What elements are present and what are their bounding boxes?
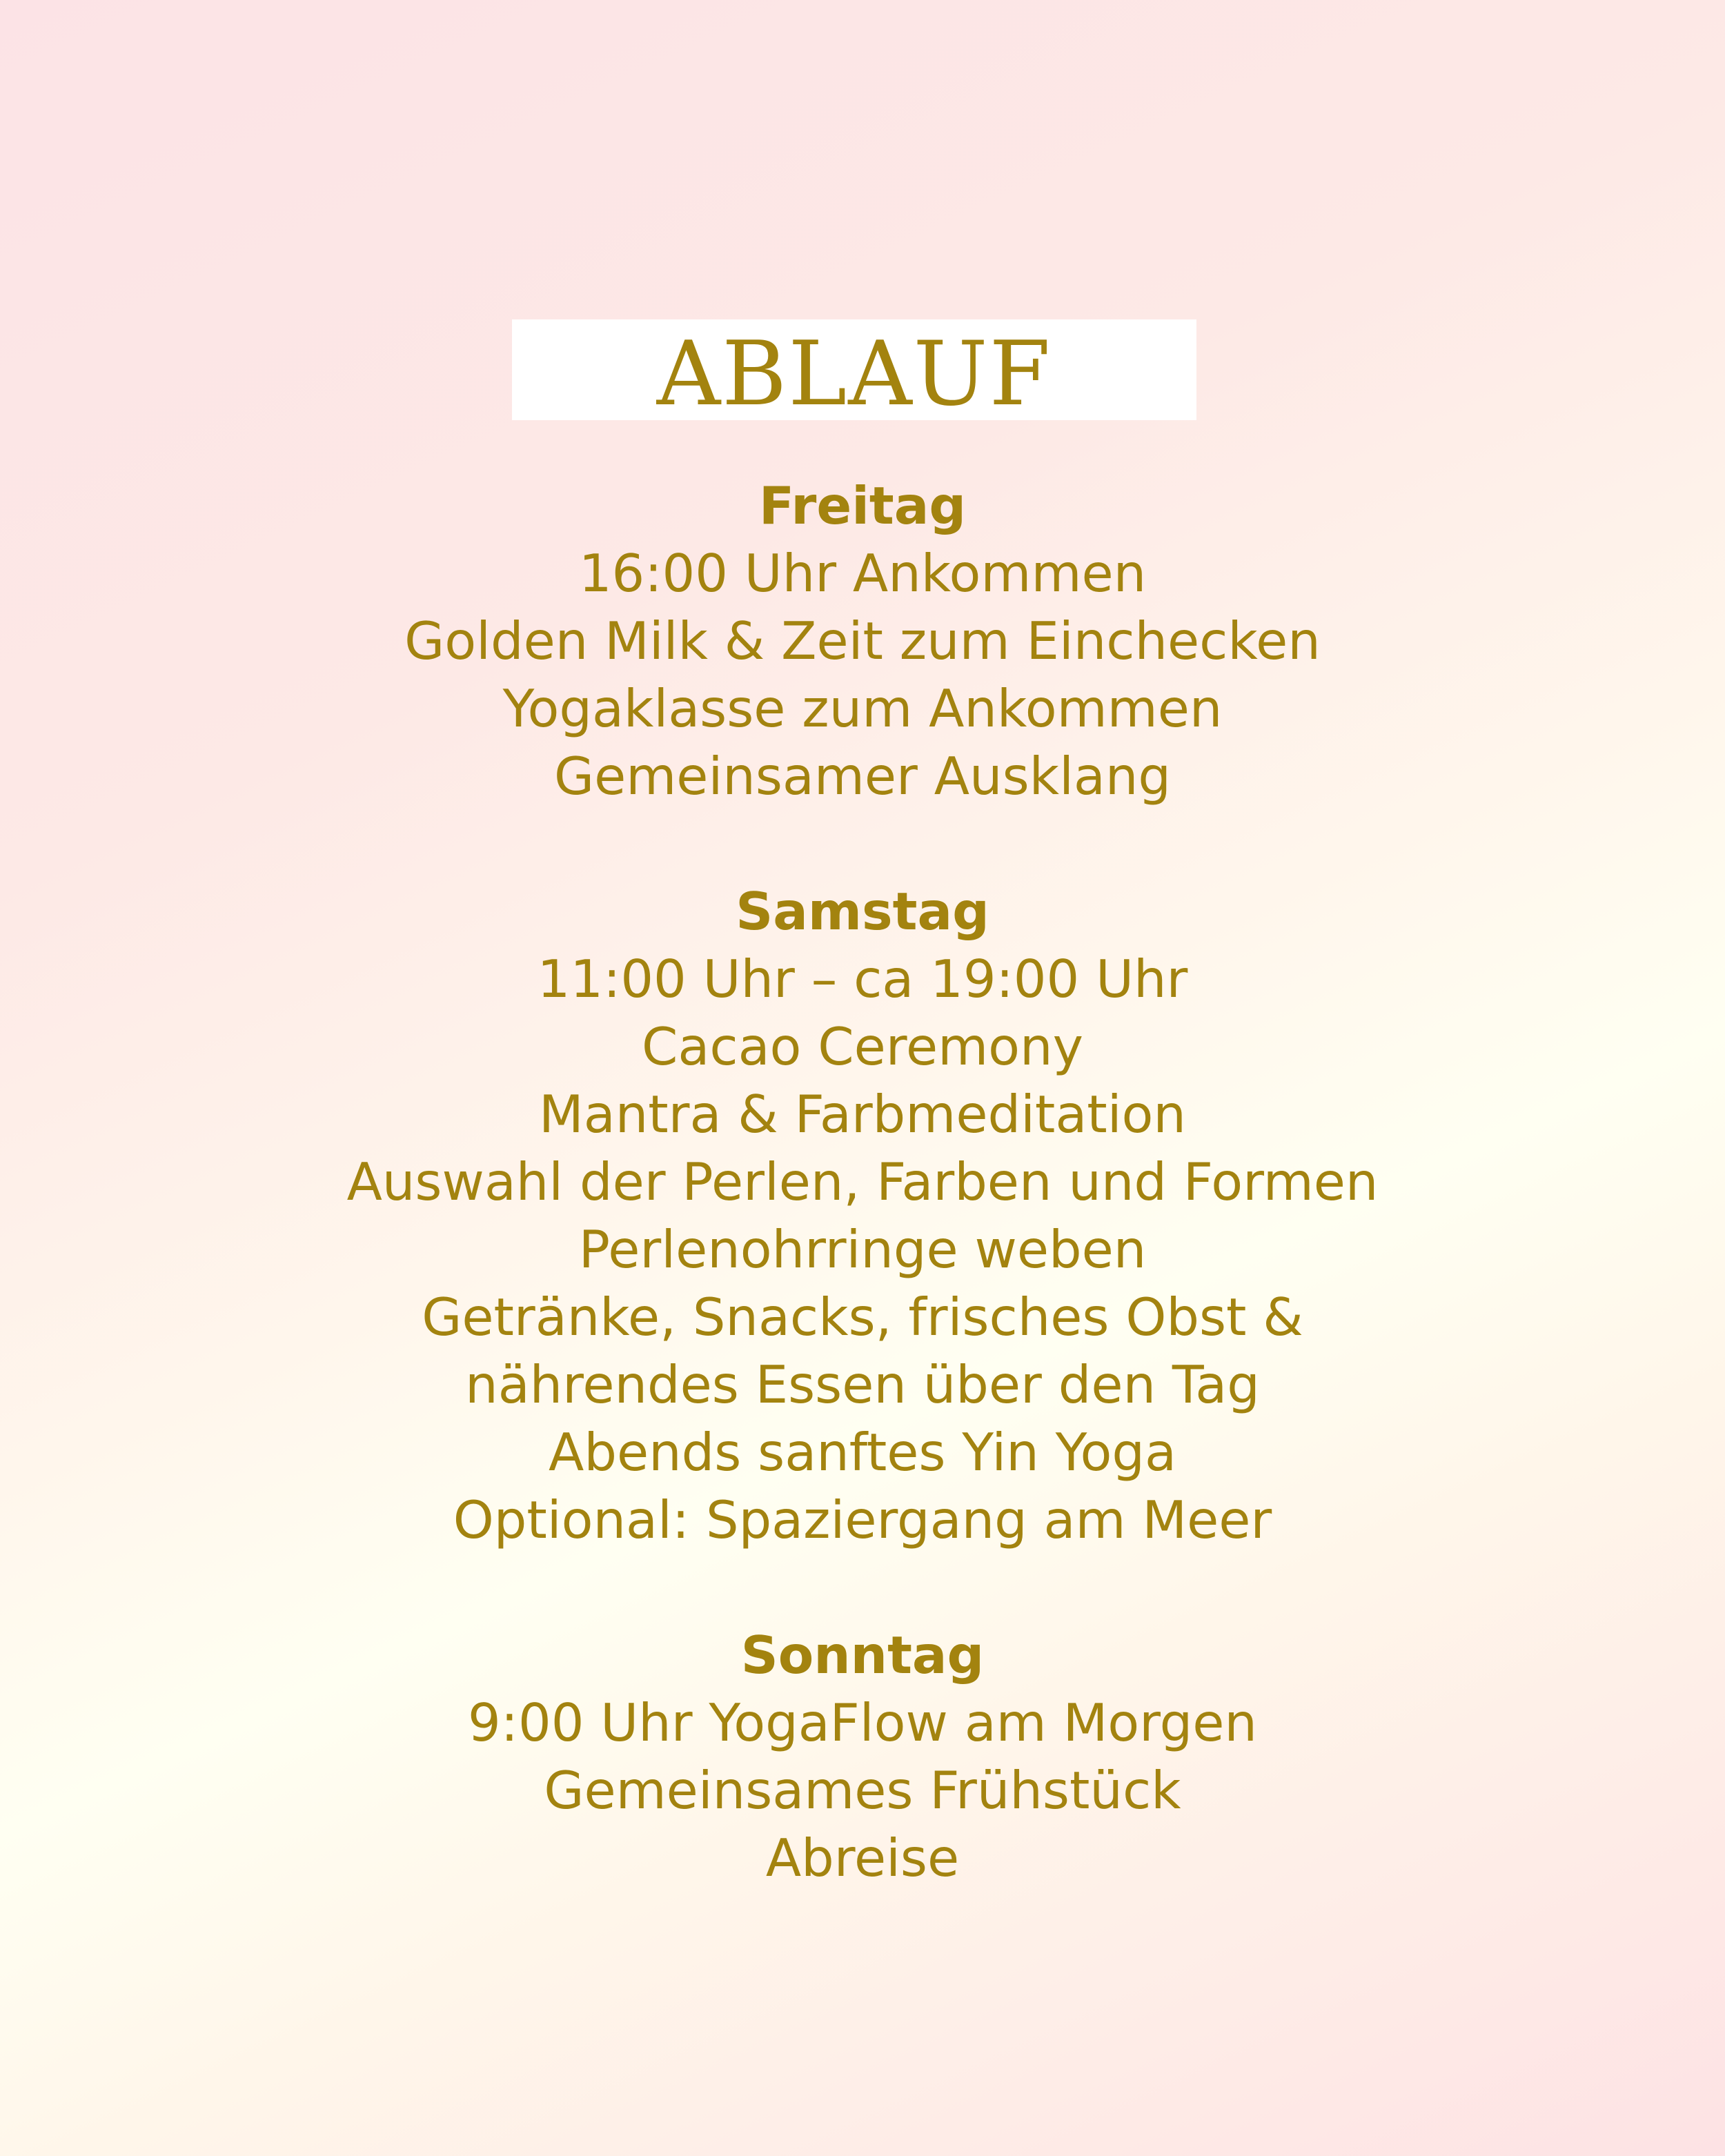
schedule-entry: Abreise [765,1828,960,1888]
schedule-entry: Auswahl der Perlen, Farben und Formen [346,1151,1379,1212]
schedule-entry: Golden Milk & Zeit zum Einchecken [404,611,1321,671]
day-friday [0,472,1725,810]
schedule-entry: Optional: Spaziergang am Meer [453,1490,1272,1550]
page-title: ABLAUF [656,323,1052,426]
day-heading: Freitag [758,475,967,536]
schedule-entry: Yogaklasse zum Ankommen [502,678,1223,739]
schedule-entry: 16:00 Uhr Ankommen [578,543,1147,604]
day-saturday [0,878,1725,1554]
title-banner [512,319,1196,426]
schedule-entry: nährendes Essen über den Tag [465,1354,1260,1415]
day-sunday [0,1621,1725,1892]
schedule-list [0,472,1725,1892]
schedule-entry: Cacao Ceremony [642,1016,1083,1077]
schedule-entry: Gemeinsamer Ausklang [553,746,1172,807]
schedule-entry: Mantra & Farbmeditation [539,1084,1186,1145]
schedule-entry: Gemeinsames Frühstück [544,1760,1181,1821]
schedule-entry: 9:00 Uhr YogaFlow am Morgen [468,1692,1257,1753]
schedule-entry: Abends sanftes Yin Yoga [549,1422,1176,1483]
schedule-entry: 11:00 Uhr – ca 19:00 Uhr [537,949,1188,1009]
day-heading: Sonntag [740,1625,985,1685]
schedule-entry: Getränke, Snacks, frisches Obst & [422,1287,1303,1347]
day-heading: Samstag [736,881,989,942]
schedule-entry: Perlenohrringe weben [578,1219,1147,1280]
